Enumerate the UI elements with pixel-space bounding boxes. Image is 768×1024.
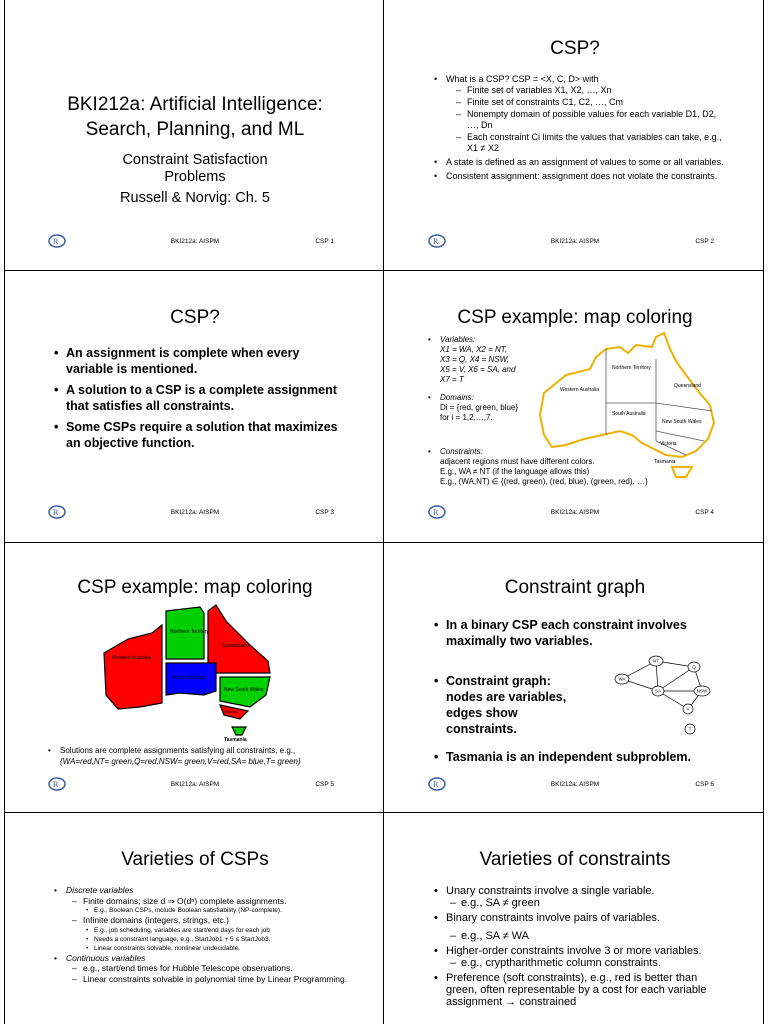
bullet: • Preference (soft constraints), e.g., red is better than green, often representable by a cost for each variable assignment → constrained: [434, 972, 726, 1008]
slide-footer: [4, 503, 386, 523]
graph-node: SA: [654, 688, 662, 694]
bullet: • Higher-order constraints involve 3 or more variables.: [434, 945, 726, 957]
graph-node: V: [686, 706, 690, 712]
map-label: Victoria: [660, 441, 677, 447]
sub-bullet: – e.g., SA ≠ WA: [450, 930, 726, 942]
bullet: • In a binary CSP each constraint involves maximally two variables.: [434, 617, 726, 649]
bullet: • Consistent assignment: assignment does not violate the constraints.: [434, 171, 726, 182]
map-label: Northern Territory: [612, 365, 651, 371]
slide-5: [4, 543, 386, 812]
slide-subtitle: Constraint Satisfaction Problems: [122, 152, 268, 185]
slide-7: [4, 813, 386, 1024]
graph-node: Q: [692, 664, 696, 670]
footer-course: BKI212a: AISPM: [170, 238, 220, 245]
sub-bullet: – Infinite domains (integers, strings, etc.): [72, 915, 356, 926]
sub-bullet: – e.g., SA ≠ green: [450, 897, 726, 909]
footer-course: BKI212a: AISPM: [550, 509, 600, 516]
slide-footer: [4, 232, 386, 252]
map-label: Western Australia: [112, 655, 152, 661]
slide-reference: Russell & Norvig: Ch. 5: [120, 190, 270, 206]
slide-title: CSP example: map coloring: [77, 577, 313, 598]
svg-text:R: R: [433, 780, 439, 789]
slide-number: CSP 4: [695, 509, 714, 516]
slide-title: CSP?: [170, 307, 220, 328]
slide-title: CSP example: map coloring: [457, 307, 693, 328]
sub-bullet: – Finite set of variables X1, X2, …, Xn: [456, 85, 726, 96]
map-label: Queensland: [222, 643, 249, 649]
sub-bullet: – Linear constraints solvable in polynomial time by Linear Programming.: [72, 974, 356, 985]
slide-6: [384, 543, 766, 812]
footer-course: BKI212a: AISPM: [550, 781, 600, 788]
slide-3: [4, 271, 386, 542]
bullet: • Tasmania is an independent subproblem.: [434, 749, 726, 765]
slide-footer: [4, 775, 386, 795]
sub-sub-bullet: • Needs a constraint language, e.g., StartJob1 + 5 ≤ StartJob3.: [86, 935, 356, 944]
bullet: • Solutions are complete assignments satisfying all constraints, e.g., {WA=red,NT= green,Q=red,NSW= green,V=red,SA= blue,T= green}: [48, 745, 346, 767]
map-label: South Australia: [612, 411, 646, 417]
svg-text:R: R: [53, 237, 59, 246]
slide-2: [384, 0, 766, 270]
label: Variables:: [440, 335, 476, 344]
bullet: • A state is defined as an assignment of values to some or all variables.: [434, 157, 726, 168]
bullet: • What is a CSP? CSP = <X, C, D> with: [434, 74, 726, 85]
slide-title: Varieties of constraints: [479, 849, 671, 870]
slide-footer: [384, 503, 766, 523]
svg-text:R: R: [53, 508, 59, 517]
graph-node: NSW: [696, 688, 708, 694]
map-label: Western Australia: [560, 387, 600, 393]
constraint-graph: [610, 651, 730, 735]
graph-node: NT: [653, 658, 659, 664]
graph-node: T: [688, 726, 692, 732]
slide-number: CSP 2: [695, 238, 714, 245]
sub-bullet: – e.g., start/end times for Hubble Telescope observations.: [72, 963, 356, 974]
bullet: • Constraint graph: nodes are variables, edges show constraints.: [434, 673, 584, 737]
slide-4: CSP example: map coloring • Variables: X1 = WA, X2 = NT, X3 = Q, X4 = NSW, X5 = V, X6 = SA, and X7 = T • Domains: Di = {red, green, blue} for i = 1,2,…,7. • Constraints: adjacent regions must have different colors. E.g., WA ≠ NT (if the language allows this) E.g., (WA,NT) ∈ {(red, green), (red, blue), (green, red), …} Western Australia Northern Territory Queensland South Australia New South Wales Victoria Tasmania R BKI212a: AISPM CSP 4: [384, 271, 766, 542]
map-label: New South Wales: [662, 419, 702, 425]
sub-sub-bullet: • E.g., job scheduling, variables are start/end days for each job: [86, 926, 356, 935]
sub-bullet: – Each constraint Ci limits the values that variables can take, e.g., X1 ≠ X2: [456, 132, 726, 154]
label: Domains:: [440, 393, 474, 402]
footer-course: BKI212a: AISPM: [170, 781, 220, 788]
slide-title: Constraint graph: [504, 577, 646, 598]
slide-footer: [384, 232, 766, 252]
map-label: Victoria: [224, 709, 238, 714]
slide-number: CSP 5: [315, 781, 334, 788]
map-label: Queensland: [674, 383, 701, 389]
footer-course: BKI212a: AISPM: [550, 238, 600, 245]
slide-number: CSP 1: [315, 238, 334, 245]
slide-footer: [384, 775, 766, 795]
slide-number: CSP 3: [315, 509, 334, 516]
graph-node: WA: [618, 676, 626, 682]
slide-8: [384, 813, 766, 1024]
bullet: • A solution to a CSP is a complete assignment that satisfies all constraints.: [54, 382, 342, 414]
sub-bullet: – Nonempty domain of possible values for each variable D1, D2, …, Dn: [456, 109, 726, 131]
footer-course: BKI212a: AISPM: [170, 509, 220, 516]
bullet: • Continuous variables: [54, 953, 356, 964]
australia-colored-map: [100, 603, 290, 743]
map-label: New South Wales: [224, 687, 264, 693]
sub-bullet: – Finite domains; size d ⇒ O(dⁿ) complete assignments.: [72, 896, 356, 907]
sub-sub-bullet: • Linear constraints solvable, nonlinear undecidable.: [86, 944, 356, 953]
bullet: • Discrete variables: [54, 885, 356, 896]
bullet: • Unary constraints involve a single variable.: [434, 885, 726, 897]
label: Constraints:: [440, 447, 483, 456]
slide-title: BKI212a: Artificial Intelligence: Search, Planning, and ML: [67, 94, 323, 140]
sub-sub-bullet: • E.g., Boolean CSPs, include Boolean satisfiability (NP-complete).: [86, 906, 356, 915]
slide-title: CSP?: [550, 38, 600, 59]
australia-outline-map: [536, 331, 726, 481]
bullet: • Some CSPs require a solution that maximizes an objective function.: [54, 419, 342, 451]
slide-1: [4, 0, 386, 270]
bullet: • Binary constraints involve pairs of variables.: [434, 912, 726, 924]
slide-number: CSP 6: [695, 781, 714, 788]
svg-text:R: R: [433, 508, 439, 517]
map-label: Tasmania: [654, 459, 676, 465]
bullet: • An assignment is complete when every variable is mentioned.: [54, 345, 342, 377]
svg-text:R: R: [53, 780, 59, 789]
map-label: Tasmania: [224, 737, 247, 743]
map-label: Northern Territory: [170, 629, 209, 635]
map-label: South Australia: [172, 675, 206, 681]
sub-bullet: – Finite set of constraints C1, C2, …, Cm: [456, 97, 726, 108]
slide-title: Varieties of CSPs: [121, 849, 269, 870]
sub-bullet: – e.g., cryptharithmetic column constraints.: [450, 957, 726, 969]
svg-text:R: R: [433, 237, 439, 246]
